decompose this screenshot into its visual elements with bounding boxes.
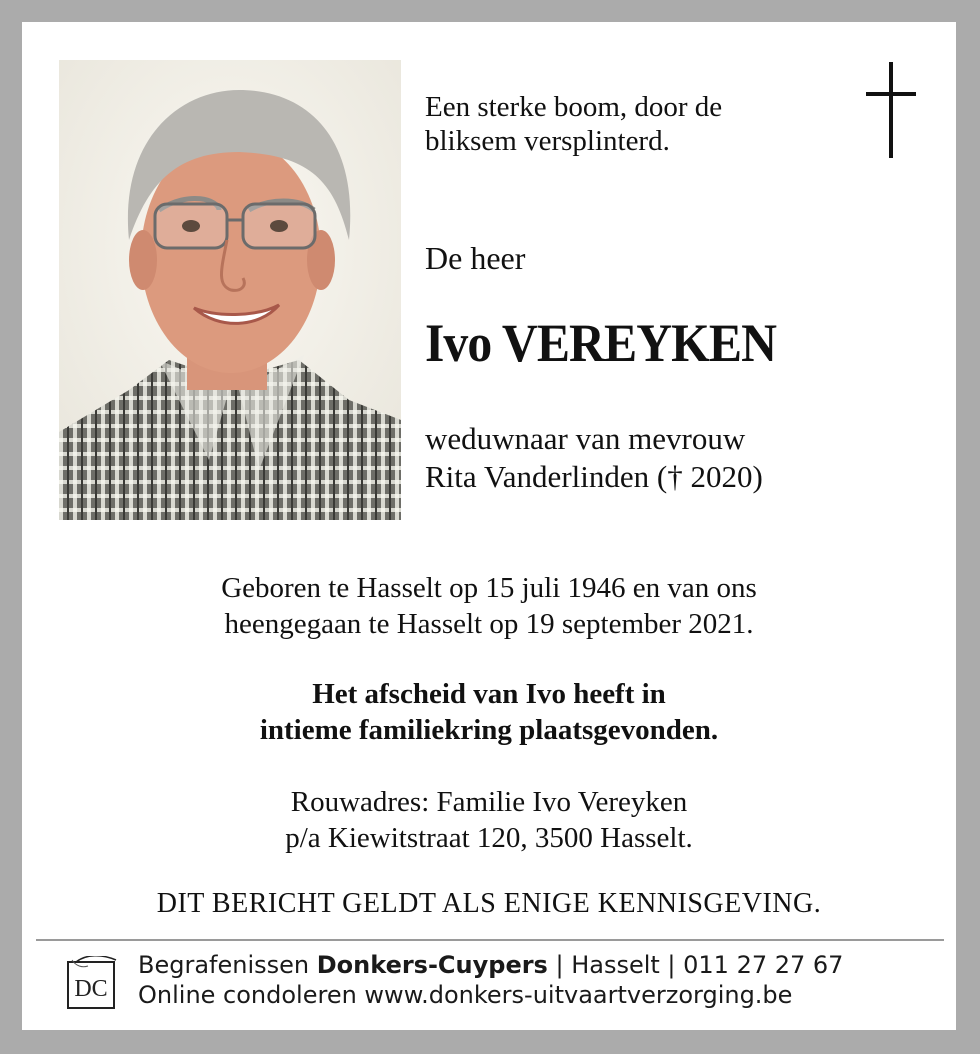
obituary-card (22, 22, 956, 1030)
funeral-home-logo (66, 956, 118, 1010)
birth-line: Geboren te Hasselt op 15 juli 1946 en van ons (221, 572, 757, 604)
company-name: Donkers-Cuypers (316, 951, 548, 979)
footer-city: | Hasselt | (547, 951, 684, 979)
phone-number[interactable]: 011 27 27 67 (683, 951, 844, 979)
widower-line: Rita Vanderlinden († 2020) (425, 459, 763, 494)
online-condolence-link[interactable]: Online condoleren www.donkers-uitvaartverzorging.be (138, 981, 793, 1009)
widower-line: weduwnaar van mevrouw (425, 421, 746, 456)
deceased-name: Ivo VEREYKEN (425, 313, 777, 373)
official-notice: DIT BERICHT GELDT ALS ENIGE KENNISGEVING. (156, 888, 822, 919)
svg-text:DC: DC (74, 976, 108, 1002)
farewell-line: Het afscheid van Ivo heeft in (312, 678, 666, 710)
footer-line-1 (138, 950, 843, 980)
birth-death-text (22, 570, 956, 642)
widower-text (425, 420, 763, 496)
farewell-line: intieme familiekring plaatsgevonden. (259, 714, 719, 746)
divider (36, 939, 944, 941)
footer-contact (138, 950, 843, 1010)
quote-line: bliksem versplinterd. (425, 125, 670, 157)
footer-prefix: Begrafenissen (138, 951, 317, 979)
portrait-photo (59, 60, 401, 520)
address-line: Rouwadres: Familie Ivo Vereyken (290, 786, 688, 818)
farewell-text (22, 676, 956, 748)
address-line: p/a Kiewitstraat 120, 3500 Hasselt. (285, 822, 693, 854)
mourning-address (22, 784, 956, 856)
quote (425, 90, 722, 158)
quote-line: Een sterke boom, door de (425, 91, 723, 123)
cross-icon (862, 62, 922, 162)
death-line: heengegaan te Hasselt op 19 september 2021. (224, 608, 754, 640)
salutation: De heer (425, 240, 526, 276)
